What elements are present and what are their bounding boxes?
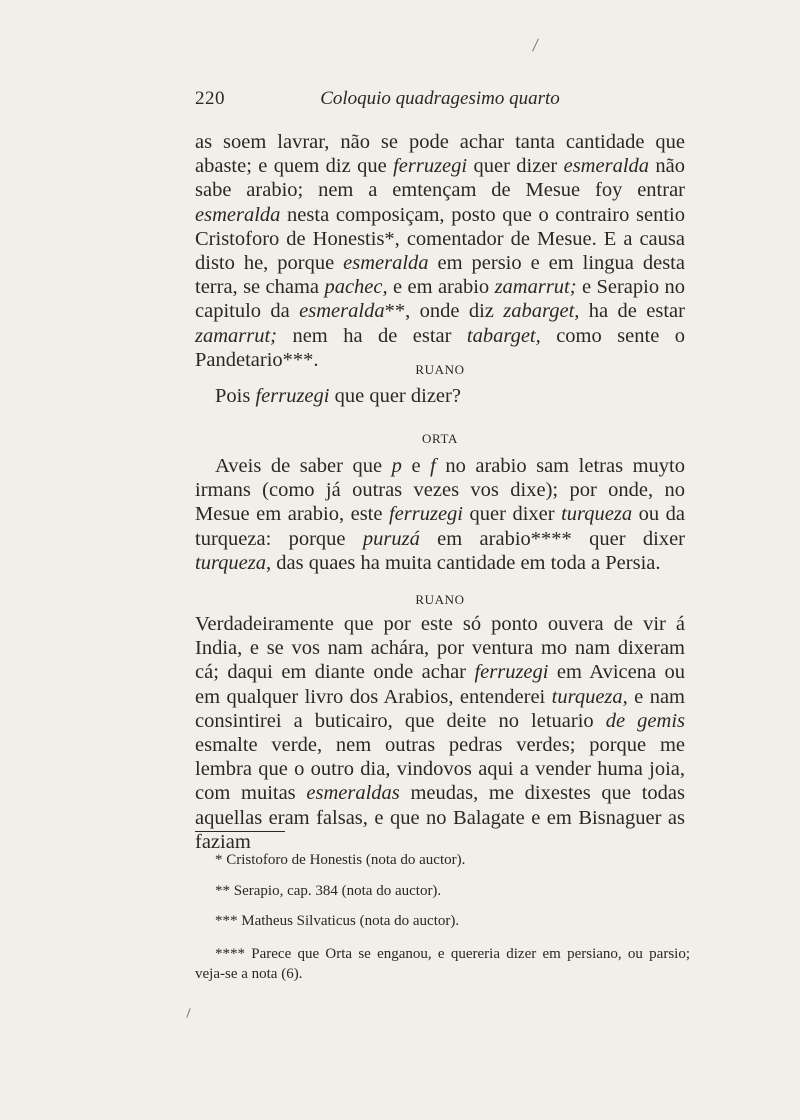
footnote-1: * Cristoforo de Honestis (nota do auctor). [215, 852, 466, 868]
speaker-label-orta: ORTA [422, 431, 458, 446]
footnote-rule [195, 831, 285, 832]
footnote-3: *** Matheus Silvaticus (nota do auctor). [215, 913, 460, 929]
footnote-4: **** Parece que Orta se enganou, e quereria dizer em persiano, ou parsio; veja-se a nota (6). [195, 946, 690, 982]
page-header [195, 88, 685, 114]
running-title: Coloquio quadragesimo quarto [320, 88, 560, 109]
paper-mark [186, 1008, 190, 1018]
paragraph-2: Pois ferruzegi que quer dizer? [215, 385, 461, 407]
footnote-2: ** Serapio, cap. 384 (nota do auctor). [215, 883, 442, 899]
paragraph-1: as soem lavrar, não se pode achar tanta cantidade que abaste; e quem diz que ferruzegi quer dizer esmeralda não sabe arabio; nem a emtençam de Mesue foy entrar esmeralda nesta composiçam, posto que o contrairo sentio Cristoforo de Honestis*, comentador de Mesue. E a causa disto he, porque esmeralda em persio e em lingua desta terra, se chama pachec, e em arabio zamarrut; e Serapio no capitulo da esmeralda**, onde diz zabarget, ha de estar zamarrut; nem ha de estar tabarget, como sente o Pandetario***. [195, 131, 685, 371]
paragraph-3: Aveis de saber que p e f no arabio sam letras muyto irmans (como já outras vezes vos dixe); por onde, no Mesue em arabio, este ferruzegi quer dixer turqueza ou da turqueza: porque puruzá em arabio**** quer dixer turqueza, das quaes ha muita cantidade em toda a Persia. [195, 455, 685, 574]
speaker-label-ruano: RUANO [415, 592, 465, 607]
paper-mark [532, 38, 539, 51]
paragraph-4: Verdadeiramente que por este só ponto ouvera de vir á India, e se vos nam achára, por ventura mo nam dixeram cá; daqui em diante onde achar ferruzegi em Avicena ou em qualquer livro dos Arabios, entenderei turqueza, e nam consintirei a buticairo, que deite no letuario de gemis esmalte verde, nem outras pedras verdes; porque me lembra que o outro dia, vindovos aqui a vender huma joia, com muitas esmeraldas meudas, me dixestes que todas aquellas eram falsas, e que no Balagate e em Bisnaguer as faziam [195, 613, 685, 853]
speaker-label-ruano: RUANO [415, 362, 465, 377]
page-number: 220 [195, 88, 225, 109]
